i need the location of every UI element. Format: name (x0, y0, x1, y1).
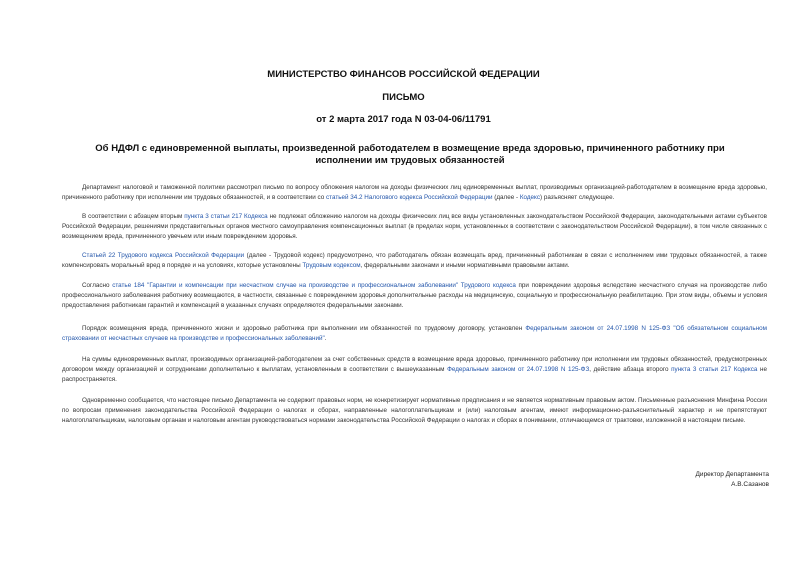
document-date-number: от 2 марта 2017 года N 03-04-06/11791 (316, 114, 491, 125)
link-article-217[interactable]: пункта 3 статьи 217 Кодекса (184, 213, 268, 220)
link-labor-code[interactable]: Трудовым кодексом (302, 262, 361, 269)
link-federal-law-125-second[interactable]: Федеральным законом от 24.07.1998 N 125-ФЗ (447, 366, 590, 373)
paragraph-7: Одновременно сообщается, что настоящее письмо Департамента не содержит правовых норм, не конкретизирует нормативные предписания и не является нормативным правовым актом. Письменные разъяснения Минфина России по вопросам применения законодательства Российской Федерации о налогах и сборах, направленные налогоплательщикам и (или) налоговым агентам, имеют информационно-разъяснительный характер и не препятствуют налогоплательщикам, налоговым органам и налоговым агентам руководствоваться нормами законодательства Российской Федерации о налогах и сборах в понимании, отличающемся от трактовки, изложенной в настоящем письме. (62, 397, 767, 424)
link-labor-code-article-22[interactable]: Статьей 22 Трудового кодекса Российской Федерации (82, 252, 245, 259)
paragraph-4 (62, 281, 767, 311)
paragraph-4-start: Согласно (82, 282, 113, 289)
paragraph-5-end: . (324, 335, 327, 342)
paragraph-1-mid: (далее - (492, 194, 520, 201)
link-article-34-2[interactable]: статьей 34.2 Налогового кодекса Российской Федерации (326, 194, 493, 201)
paragraph-5-start: Порядок возмещения вреда, причиненного жизни и здоровью работника при выполнении им обязанностей по трудовому договору, установлен (82, 325, 526, 332)
paragraph-6-mid: , действие абзаца второго (589, 366, 672, 373)
paragraph-1 (62, 183, 767, 203)
paragraph-1-text: Департамент налоговой и таможенной политики рассмотрел письмо по вопросу обложения налогом на доходы физических лиц единовременных выплат, производимых организацией-работодателем в возмещение вреда здоровью, причиненного работнику при исполнении им трудовых обязанностей, и в соответствии со (62, 184, 767, 201)
ministry-title: МИНИСТЕРСТВО ФИНАНСОВ РОССИЙСКОЙ ФЕДЕРАЦИИ (267, 69, 540, 80)
signature-block (696, 470, 769, 490)
paragraph-5 (62, 324, 767, 344)
paragraph-6 (62, 355, 767, 385)
paragraph-6-end: не распространяется. (62, 366, 767, 383)
link-article-217-second[interactable]: пункта 3 статьи 217 Кодекса (671, 366, 758, 373)
signature-name: А.В.Сазанов (731, 481, 769, 488)
paragraph-3 (62, 251, 767, 271)
paragraph-4-end: при повреждении здоровья вследствие несчастного случая на производстве либо профессионального заболевания работнику возмещаются, в частности, связанные с повреждением здоровья дополнительные расходы на медицинскую, социальную и профессиональную реабилитацию. При этом виды, объемы и условия предоставления работникам гарантий и компенсаций в указанных случаях определяются федеральными законами. (62, 282, 767, 309)
paragraph-6-start: На суммы единовременных выплат, производимых организацией-работодателем за счет собственных средств в возмещение вреда здоровью, причиненного работнику при исполнении им трудовых обязанностей, предусмотренных договором между организацией и сотрудниками дополнительно к выплатам, установленным в соответствии с вышеуказанным (62, 356, 767, 373)
link-code[interactable]: Кодекс (519, 194, 540, 201)
paragraph-3-mid: (далее - Трудовой кодекс) предусмотрено, что работодатель обязан возмещать вред, причиненный работникам в связи с исполнением ими трудовых обязанностей, а также компенсировать моральный вред в порядке и на условиях, которые установлены (62, 252, 767, 269)
document-type: ПИСЬМО (382, 92, 425, 103)
paragraph-2-end: не подлежат обложению налогом на доходы физических лиц все виды установленных законодательством Российской Федерации, законодательными актами субъектов Российской Федерации, решениями представительных органов местного самоуправления компенсационных выплат (в пределах норм, установленных в соответствии с законодательством Российской Федерации), в том числе связанных с возмещением вреда, причиненного увечьем или иным повреждением здоровья. (62, 213, 767, 240)
paragraph-2 (62, 212, 767, 242)
link-article-184[interactable]: статье 184 "Гарантии и компенсации при несчастном случае на производстве и профессиональном заболевании" Трудового кодекса (112, 282, 516, 289)
paragraph-2-start: В соответствии с абзацем вторым (82, 213, 185, 220)
document-subject: Об НДФЛ с единовременной выплаты, произведенной работодателем в возмещение вреда здоровью, причиненного работнику при исполнении им трудовых обязанностей (95, 143, 725, 166)
link-federal-law-125[interactable]: Федеральным законом от 24.07.1998 N 125-ФЗ "Об обязательном социальном страховании от несчастных случаев на производстве и профессиональных заболеваний" (62, 325, 768, 342)
paragraph-1-end: ) разъясняет следующее. (540, 194, 615, 201)
signature-position: Директор Департамента (695, 471, 769, 478)
paragraph-3-end: , федеральными законами и иными нормативными правовыми актами. (360, 262, 570, 269)
